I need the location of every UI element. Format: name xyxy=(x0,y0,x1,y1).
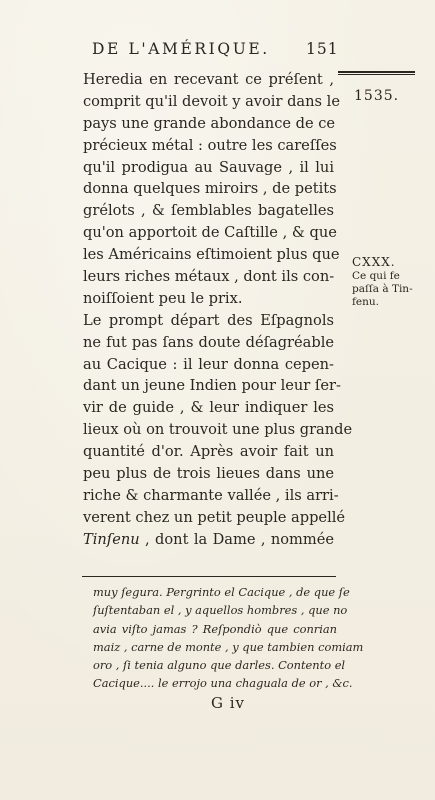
footnote-line: oro , ſi tenia alguno que darles. Contento el xyxy=(93,658,346,673)
main-text xyxy=(83,69,353,551)
text-line: Heredia en recevant ce préſent , xyxy=(83,71,334,88)
text-line: vir de guide , & leur indiquer les xyxy=(83,399,334,417)
text-line: ne fut pas ſans doute déſagréable xyxy=(83,333,334,351)
margin-note-line: fenu. xyxy=(352,296,379,308)
page-number: 151 xyxy=(306,40,339,58)
text-line: les Américains eſtimoient plus que xyxy=(83,246,340,264)
text-line: donna quelques miroirs , de petits xyxy=(83,180,337,198)
margin-note-line: paſſa à Tin- xyxy=(352,283,413,295)
footnote-line: muy ſegura. Pergrinto el Cacique , de que ſe xyxy=(93,585,350,599)
text-line: verent chez un petit peuple appellé xyxy=(83,508,346,526)
margin-note-line: Ce qui fe xyxy=(352,270,400,282)
footnote-line: ſuſtentaban el , y aquellos hombres , que no xyxy=(93,603,348,618)
text-line: comprit qu'il devoit y avoir dans le xyxy=(83,92,340,110)
text-line: au Cacique : il leur donna cepen- xyxy=(83,355,334,373)
footnote-line: avia viſto jamas ? Reſpondiò que conrian xyxy=(93,621,337,636)
footnote-rule xyxy=(82,576,336,577)
text-line: dant un jeune Indien pour leur ſer- xyxy=(83,377,341,395)
text-line-rest: , dont la Dame , nommée xyxy=(139,530,334,548)
text-line: riche & charmante vallée , ils arri- xyxy=(83,486,339,504)
signature-mark: G iv xyxy=(211,694,246,712)
text-line: Le prompt départ des Eſpagnols xyxy=(83,311,334,329)
margin-note xyxy=(352,256,426,309)
footnote-line: Cacique.... le errojo una chaguala de or , &c. xyxy=(93,676,353,691)
text-line: grélots , & ſemblables bagatelles xyxy=(83,202,334,220)
margin-year: 1535. xyxy=(354,88,400,104)
text-line: qu'on apportoit de Caſtille , & que xyxy=(83,224,337,242)
running-title: DE L'AMÉRIQUE. xyxy=(92,40,270,58)
place-name: Tinſenu xyxy=(83,530,140,548)
text-line: quantité d'or. Après avoir fait un xyxy=(83,443,334,461)
text-line: qu'il prodigua au Sauvage , il lui xyxy=(83,158,334,176)
footnote xyxy=(93,583,364,693)
footnote-line: maiz , carne de monte , y que tambien comiam xyxy=(93,639,364,654)
text-line: précieux métal : outre les careſſes xyxy=(83,136,337,154)
text-line: pays une grande abondance de ce xyxy=(83,114,336,132)
text-line: noiſſoient peu le prix. xyxy=(83,289,243,307)
margin-rule xyxy=(338,71,415,75)
text-line: leurs riches métaux , dont ils con- xyxy=(83,268,335,286)
text-line: peu plus de trois lieues dans une xyxy=(83,465,334,483)
margin-note-number: CXXX. xyxy=(352,255,396,269)
text-line xyxy=(83,529,334,551)
text-line: lieux où on trouvoit une plus grande xyxy=(83,421,353,439)
